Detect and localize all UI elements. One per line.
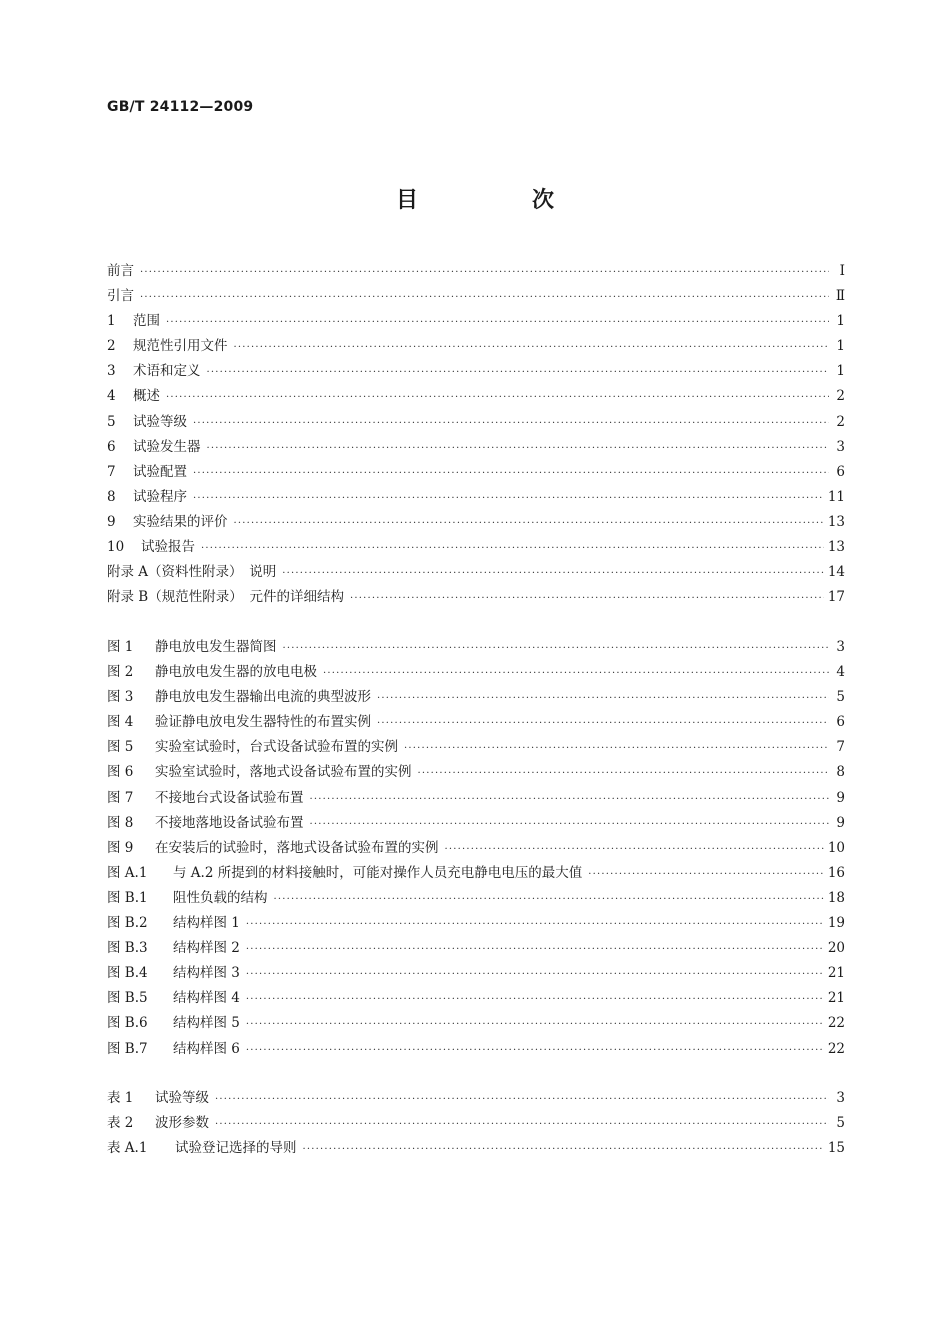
toc-entry-section-9[interactable] bbox=[107, 510, 845, 535]
toc-leader-dots bbox=[404, 736, 829, 761]
toc-figure-entry[interactable] bbox=[107, 936, 845, 961]
toc-leader-dots bbox=[246, 1012, 824, 1037]
toc-entry-label: 不接地落地设备试验布置 bbox=[155, 814, 304, 831]
toc-entry-number: 图 B.5 bbox=[107, 990, 148, 1007]
toc-entry-label: 试验程序 bbox=[133, 488, 187, 505]
toc-leader-dots bbox=[303, 1137, 824, 1162]
toc-entry-number: 4 bbox=[107, 388, 116, 405]
toc-entry-number: 8 bbox=[107, 488, 116, 505]
toc-entry-page: 15 bbox=[827, 1140, 845, 1157]
toc-entry-page: 1 bbox=[836, 313, 845, 330]
toc-leader-dots bbox=[445, 837, 824, 862]
toc-entry-label: 与 A.2 所提到的材料接触时，可能对操作人员充电静电电压的最大值 bbox=[173, 864, 583, 881]
toc-entry-label: 试验配置 bbox=[133, 463, 187, 480]
toc-entry-label: 附录 B（规范性附录） 元件的详细结构 bbox=[107, 589, 344, 606]
toc-entry-number: 9 bbox=[107, 513, 116, 530]
toc-entry-page: 16 bbox=[827, 864, 845, 881]
toc-entry-number: 表 A.1 bbox=[107, 1140, 148, 1157]
toc-entry-label: 结构样图 1 bbox=[173, 915, 240, 932]
toc-entry-number: 表 2 bbox=[107, 1115, 134, 1132]
toc-entry-number: 10 bbox=[107, 539, 125, 556]
toc-entry-number: 图 4 bbox=[107, 714, 134, 731]
toc-entry-label: 结构样图 2 bbox=[173, 940, 240, 957]
toc-entry-label: 静电放电发生器输出电流的典型波形 bbox=[155, 689, 371, 706]
toc-leader-dots bbox=[140, 260, 829, 285]
toc-entry-page: 19 bbox=[827, 915, 845, 932]
toc-entry-label: 不接地台式设备试验布置 bbox=[155, 789, 304, 806]
toc-leader-dots bbox=[215, 1087, 829, 1112]
toc-leader-dots bbox=[350, 586, 824, 611]
toc-entry-label: 试验等级 bbox=[155, 1090, 209, 1106]
toc-entry-number: 图 9 bbox=[107, 839, 134, 856]
toc-entry-label: 规范性引用文件 bbox=[133, 338, 228, 355]
toc-entry-label: 结构样图 4 bbox=[173, 990, 240, 1007]
toc-leader-dots bbox=[201, 536, 824, 561]
toc-entry-number: 2 bbox=[107, 338, 116, 355]
toc-entry-page: 22 bbox=[827, 1040, 845, 1057]
toc-entry-page: Ⅱ bbox=[835, 288, 845, 305]
toc-table-entry[interactable] bbox=[107, 1136, 845, 1161]
toc-figure-entry[interactable] bbox=[107, 1011, 845, 1036]
toc-figure-entry[interactable] bbox=[107, 685, 845, 710]
toc-entry-section-6[interactable] bbox=[107, 435, 845, 460]
toc-entry-section-7[interactable] bbox=[107, 460, 845, 485]
toc-entry-page: 13 bbox=[827, 513, 845, 530]
toc-leader-dots bbox=[377, 711, 829, 736]
toc-entry-page: 5 bbox=[836, 1115, 845, 1132]
toc-entry-label: 静电放电发生器的放电电极 bbox=[155, 664, 317, 681]
toc-figures-list bbox=[107, 635, 845, 1062]
toc-figure-entry[interactable] bbox=[107, 735, 845, 760]
toc-entry-number: 图 8 bbox=[107, 814, 134, 831]
toc-entry-label: 波形参数 bbox=[155, 1115, 209, 1132]
toc-leader-dots bbox=[246, 937, 824, 962]
toc-entry-number: 图 7 bbox=[107, 789, 134, 806]
toc-entry-introduction[interactable] bbox=[107, 284, 845, 309]
toc-figure-entry[interactable] bbox=[107, 660, 845, 685]
toc-figure-entry[interactable] bbox=[107, 961, 845, 986]
toc-entry-annex-a[interactable] bbox=[107, 560, 845, 585]
toc-figure-entry[interactable] bbox=[107, 861, 845, 886]
toc-entry-label: 概述 bbox=[133, 388, 160, 405]
toc-entry-label: 结构样图 3 bbox=[173, 965, 240, 982]
toc-leader-dots bbox=[140, 285, 829, 310]
toc-leader-dots bbox=[283, 636, 830, 661]
toc-leader-dots bbox=[246, 962, 824, 987]
toc-entry-number: 5 bbox=[107, 413, 116, 430]
toc-table-entry[interactable] bbox=[107, 1111, 845, 1136]
toc-entry-number: 图 1 bbox=[107, 639, 134, 655]
toc-entry-page: 1 bbox=[836, 338, 845, 355]
toc-entry-page: 6 bbox=[836, 463, 845, 480]
toc-leader-dots bbox=[310, 787, 830, 812]
toc-entry-number: 图 5 bbox=[107, 739, 134, 756]
toc-leader-dots bbox=[166, 385, 829, 410]
toc-entry-number: 图 B.2 bbox=[107, 915, 148, 932]
toc-entry-annex-b[interactable] bbox=[107, 585, 845, 610]
toc-entry-page: Ⅰ bbox=[839, 263, 845, 279]
toc-entry-section-5[interactable] bbox=[107, 410, 845, 435]
toc-entry-number: 图 3 bbox=[107, 689, 134, 706]
toc-entry-label: 范围 bbox=[133, 313, 160, 330]
toc-leader-dots bbox=[193, 461, 829, 486]
toc-leader-dots bbox=[207, 436, 830, 461]
toc-leader-dots bbox=[234, 511, 824, 536]
toc-entry-label: 在安装后的试验时，落地式设备试验布置的实例 bbox=[155, 839, 439, 856]
toc-leader-dots bbox=[207, 360, 830, 385]
toc-entry-label: 试验报告 bbox=[141, 539, 195, 556]
toc-entry-number: 图 B.3 bbox=[107, 940, 148, 957]
toc-entry-page: 3 bbox=[836, 639, 845, 655]
toc-leader-dots bbox=[193, 411, 829, 436]
standard-code: GB/T 24112—2009 bbox=[107, 99, 254, 115]
toc-entry-number: 图 6 bbox=[107, 764, 134, 781]
page-title: 目 次 bbox=[395, 188, 600, 213]
toc-entry-label: 附录 A（资料性附录） 说明 bbox=[107, 564, 277, 581]
toc-entry-number: 图 B.4 bbox=[107, 965, 148, 982]
toc-entry-number: 图 B.7 bbox=[107, 1040, 148, 1057]
toc-leader-dots bbox=[246, 987, 824, 1012]
toc-figure-entry[interactable] bbox=[107, 811, 845, 836]
toc-leader-dots bbox=[282, 561, 824, 586]
toc-entry-label: 实验结果的评价 bbox=[133, 513, 228, 530]
toc-entry-page: 7 bbox=[836, 739, 845, 756]
toc-entry-label: 阻性负载的结构 bbox=[173, 889, 268, 906]
toc-figure-entry[interactable] bbox=[107, 836, 845, 861]
toc-entry-page: 1 bbox=[836, 363, 845, 380]
toc-figure-entry[interactable] bbox=[107, 635, 845, 660]
toc-entry-section-8[interactable] bbox=[107, 485, 845, 510]
toc-entry-number: 7 bbox=[107, 463, 116, 480]
toc-entry-page: 2 bbox=[836, 388, 845, 405]
toc-entry-number: 图 B.1 bbox=[107, 889, 148, 906]
toc-entry-page: 18 bbox=[827, 889, 845, 906]
toc-leader-dots bbox=[246, 1038, 824, 1063]
toc-entry-page: 4 bbox=[836, 664, 845, 681]
toc-entry-label: 试验登记选择的导则 bbox=[175, 1140, 297, 1157]
toc-leader-dots bbox=[215, 1112, 829, 1137]
toc-leader-dots bbox=[234, 335, 830, 360]
toc-main-list bbox=[107, 259, 845, 610]
toc-leader-dots bbox=[166, 310, 829, 335]
toc-entry-page: 9 bbox=[836, 814, 845, 831]
toc-entry-section-10[interactable] bbox=[107, 535, 845, 560]
toc-entry-label: 实验室试验时，落地式设备试验布置的实例 bbox=[155, 764, 412, 781]
toc-figure-entry[interactable] bbox=[107, 1037, 845, 1062]
toc-entry-page: 20 bbox=[827, 940, 845, 957]
toc-entry-section-3[interactable] bbox=[107, 359, 845, 384]
toc-figure-entry[interactable] bbox=[107, 710, 845, 735]
toc-entry-number: 1 bbox=[107, 313, 116, 330]
toc-entry-label: 实验室试验时，台式设备试验布置的实例 bbox=[155, 739, 398, 756]
toc-entry-page: 21 bbox=[827, 990, 845, 1007]
toc-entry-section-4[interactable] bbox=[107, 384, 845, 409]
toc-leader-dots bbox=[246, 912, 824, 937]
toc-entry-label: 术语和定义 bbox=[133, 363, 201, 380]
toc-entry-page: 8 bbox=[836, 764, 845, 781]
toc-entry-page: 13 bbox=[827, 539, 845, 556]
toc-entry-number: 图 B.6 bbox=[107, 1015, 148, 1032]
toc-entry-label: 前言 bbox=[107, 263, 134, 279]
toc-entry-page: 2 bbox=[836, 413, 845, 430]
toc-figure-entry[interactable] bbox=[107, 760, 845, 785]
toc-tables-list bbox=[107, 1086, 845, 1161]
toc-entry-page: 6 bbox=[836, 714, 845, 731]
toc-entry-page: 3 bbox=[836, 438, 845, 455]
toc-entry-label: 静电放电发生器简图 bbox=[155, 639, 277, 655]
toc-figure-entry[interactable] bbox=[107, 986, 845, 1011]
toc-entry-label: 验证静电放电发生器特性的布置实例 bbox=[155, 714, 371, 731]
toc-figure-entry[interactable] bbox=[107, 911, 845, 936]
toc-leader-dots bbox=[323, 661, 829, 686]
toc-leader-dots bbox=[418, 761, 830, 786]
toc-entry-page: 21 bbox=[827, 965, 845, 982]
toc-figure-entry[interactable] bbox=[107, 886, 845, 911]
toc-leader-dots bbox=[588, 862, 824, 887]
toc-entry-section-1[interactable] bbox=[107, 309, 845, 334]
toc-entry-number: 3 bbox=[107, 363, 116, 380]
toc-entry-page: 17 bbox=[827, 589, 845, 606]
toc-entry-label: 结构样图 6 bbox=[173, 1040, 240, 1057]
toc-table-entry[interactable] bbox=[107, 1086, 845, 1111]
toc-entry-number: 图 A.1 bbox=[107, 864, 148, 881]
toc-entry-page: 22 bbox=[827, 1015, 845, 1032]
toc-leader-dots bbox=[310, 812, 830, 837]
toc-entry-page: 9 bbox=[836, 789, 845, 806]
toc-leader-dots bbox=[377, 686, 829, 711]
toc-entry-number: 6 bbox=[107, 438, 116, 455]
toc-leader-dots bbox=[193, 486, 824, 511]
toc-entry-foreword[interactable] bbox=[107, 259, 845, 284]
toc-entry-page: 5 bbox=[836, 689, 845, 706]
toc-entry-label: 结构样图 5 bbox=[173, 1015, 240, 1032]
toc-entry-page: 10 bbox=[827, 839, 845, 856]
toc-entry-label: 试验等级 bbox=[133, 413, 187, 430]
toc-entry-page: 11 bbox=[827, 488, 845, 505]
toc-entry-page: 3 bbox=[836, 1090, 845, 1106]
toc-figure-entry[interactable] bbox=[107, 786, 845, 811]
toc-entry-number: 图 2 bbox=[107, 664, 134, 681]
toc-entry-number: 表 1 bbox=[107, 1090, 134, 1106]
toc-leader-dots bbox=[274, 887, 824, 912]
toc-entry-page: 14 bbox=[827, 564, 845, 581]
toc-entry-label: 试验发生器 bbox=[133, 438, 201, 455]
toc-entry-section-2[interactable] bbox=[107, 334, 845, 359]
toc-entry-label: 引言 bbox=[107, 288, 134, 305]
